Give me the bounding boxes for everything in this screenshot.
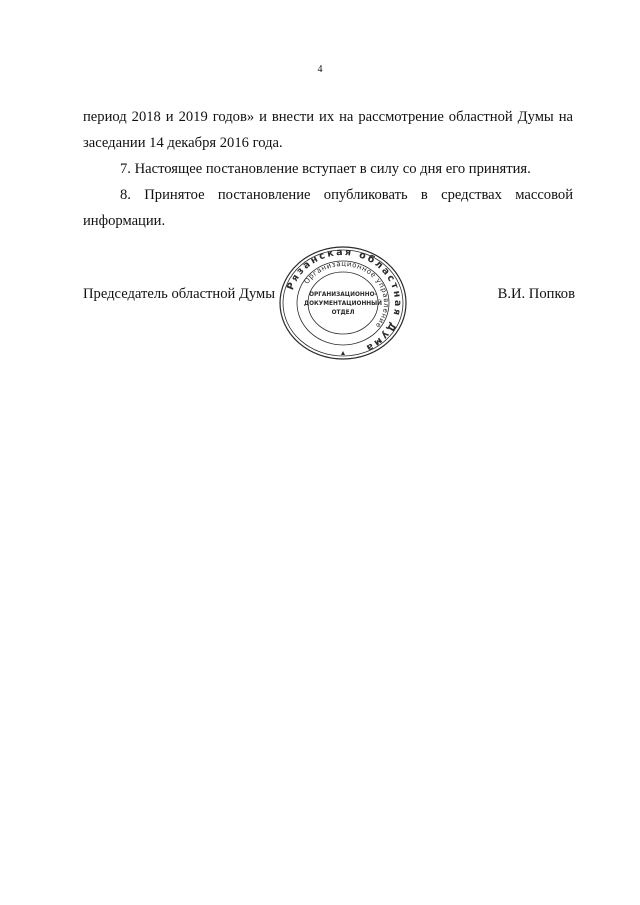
seal-center-line-1: ОРГАНИЗАЦИОННО- (309, 292, 377, 298)
seal-outer-text: Рязанская областная Дума (285, 246, 404, 355)
official-seal-stamp (273, 244, 413, 362)
seal-graphic (273, 244, 413, 362)
page-number: 4 (317, 64, 323, 75)
seal-center-line-3: ОТДЕЛ (331, 310, 355, 316)
seal-star-mark (341, 351, 345, 355)
paragraph-item-8: 8. Принятое постановление опубликовать в средствах массовой информации. (83, 187, 573, 229)
signatory-name: В.И. Попков (497, 286, 575, 302)
paragraph-item-7: 7. Настоящее постановление вступает в силу со дня его принятия. (120, 161, 531, 177)
seal-inner-text: Организационное управление (302, 259, 391, 330)
seal-center-line-2: ДОКУМЕНТАЦИОННЫЙ (303, 301, 383, 307)
body-text (83, 104, 573, 234)
signatory-title: Председатель областной Думы (83, 286, 276, 302)
paragraph-continuation: период 2018 и 2019 годов» и внести их на рассмотрение областной Думы на заседании 14 декабря 2016 года. (83, 109, 573, 151)
